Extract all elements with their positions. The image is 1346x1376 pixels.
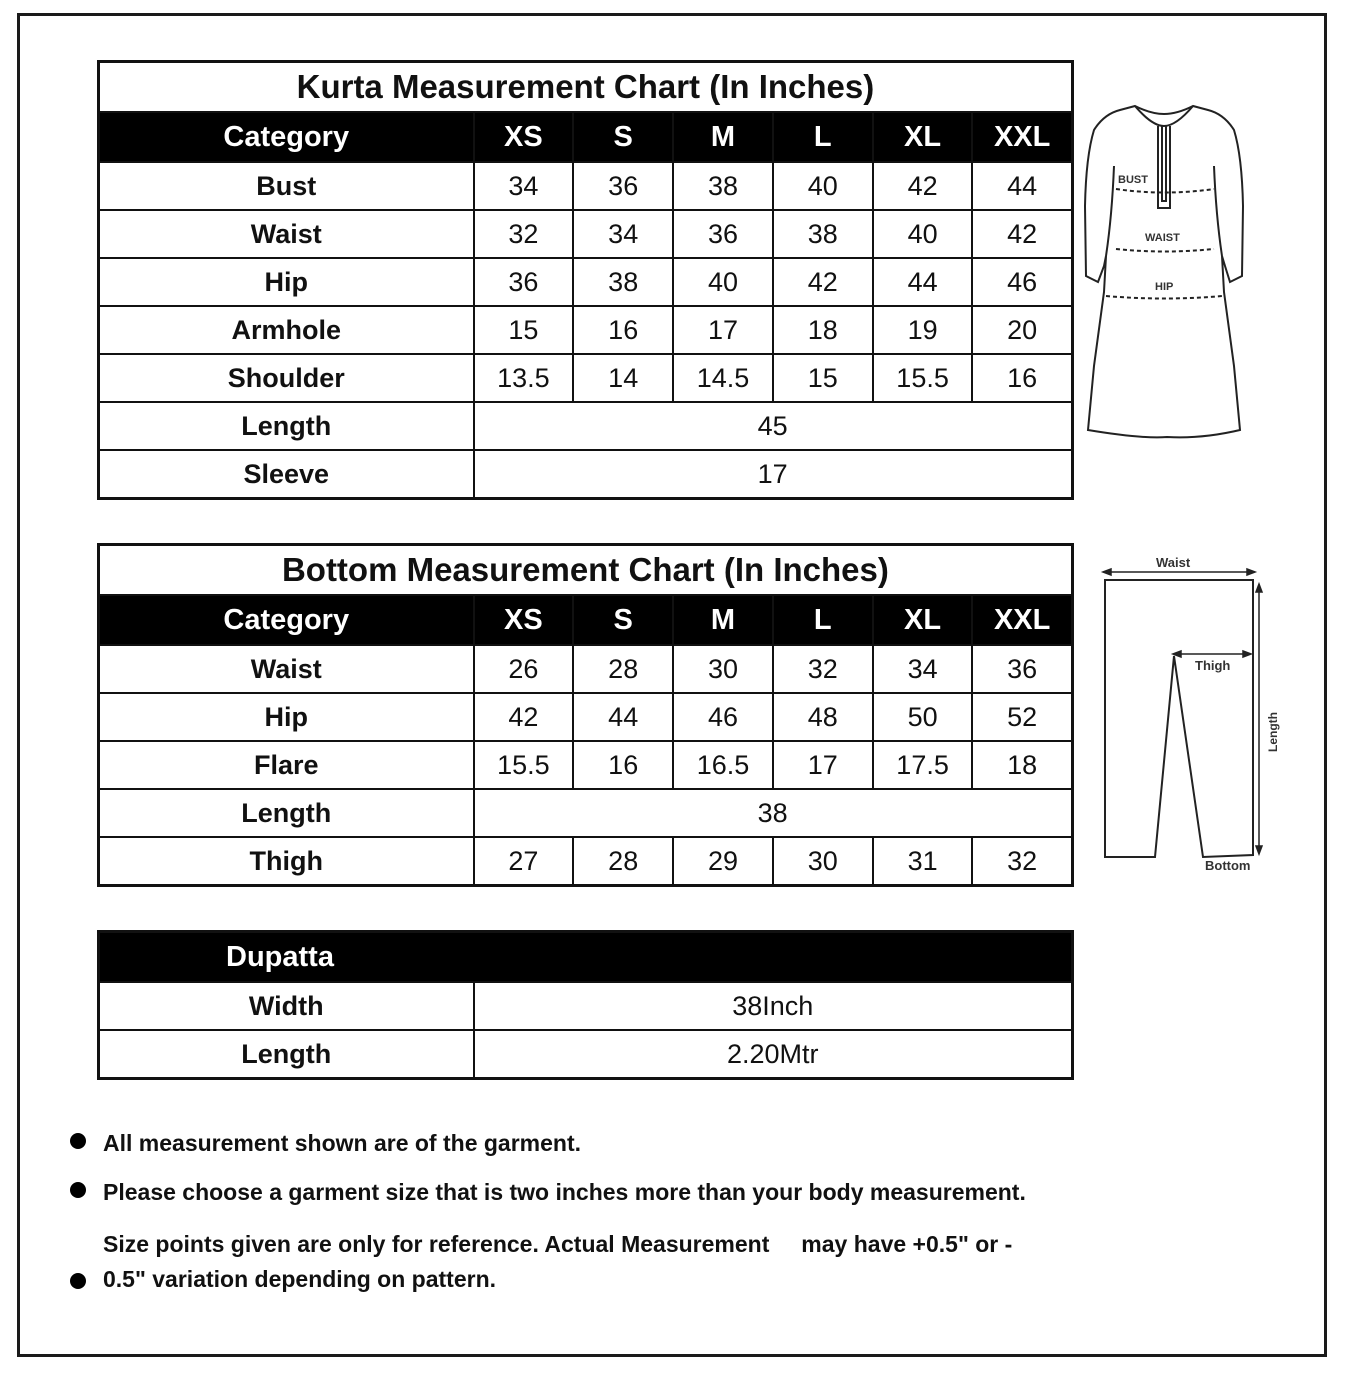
cell: 38 [573,258,673,306]
cell: 36 [673,210,773,258]
cell: 40 [873,210,973,258]
header-l: L [773,595,873,645]
bullet-icon [70,1273,86,1289]
cell: 38 [673,162,773,210]
dupatta-title: Dupatta [99,932,1073,983]
table-row [99,258,1073,306]
cell: 14 [573,354,673,402]
kurta-outline-icon [1082,96,1252,446]
cell: 20 [972,306,1072,354]
cell: 16.5 [673,741,773,789]
cell: 42 [972,210,1072,258]
header-category: Category [99,112,474,162]
table-row [99,982,1073,1030]
cell: 46 [673,693,773,741]
cell: 26 [474,645,574,693]
header-xxl: XXL [972,112,1072,162]
bullet-icon [70,1182,86,1198]
row-label: Sleeve [99,450,474,499]
row-label: Length [99,1030,474,1079]
table-row [99,1030,1073,1079]
cell: 18 [972,741,1072,789]
cell: 34 [474,162,574,210]
cell: 44 [972,162,1072,210]
cell: 27 [474,837,574,886]
table-row [99,741,1073,789]
header-m: M [673,595,773,645]
cell: 17 [773,741,873,789]
bottom-measurement-table [97,543,1074,887]
cell: 16 [573,306,673,354]
cell: 32 [972,837,1072,886]
cell: 2.20Mtr [474,1030,1073,1079]
dupatta-table [97,930,1074,1080]
bust-label: BUST [1118,174,1148,186]
row-label: Shoulder [99,354,474,402]
row-label: Waist [99,645,474,693]
cell: 32 [474,210,574,258]
table-row [99,402,1073,450]
cell: 36 [474,258,574,306]
table-row [99,354,1073,402]
cell: 42 [773,258,873,306]
list-item [70,1130,581,1157]
list-item [70,1227,1063,1297]
table-row [99,837,1073,886]
cell: 42 [474,693,574,741]
header-xl: XL [873,595,973,645]
row-label: Length [99,402,474,450]
cell: 36 [573,162,673,210]
header-category: Category [99,595,474,645]
cell: 44 [873,258,973,306]
cell: 28 [573,645,673,693]
note-text: Please choose a garment size that is two inches more than your body measurement. [103,1179,1026,1205]
cell: 34 [873,645,973,693]
header-s: S [573,112,673,162]
cell: 17.5 [873,741,973,789]
row-label: Thigh [99,837,474,886]
table-row [99,450,1073,499]
row-label: Hip [99,693,474,741]
header-xs: XS [474,595,574,645]
cell: 13.5 [474,354,574,402]
cell: 38 [773,210,873,258]
note-text: Size points given are only for reference. Actual Measurement may have +0.5" or - [103,1231,1013,1257]
cell: 30 [673,645,773,693]
bottom-label: Bottom [1205,858,1251,873]
row-label: Armhole [99,306,474,354]
cell: 19 [873,306,973,354]
cell: 28 [573,837,673,886]
table-row [99,789,1073,837]
header-m: M [673,112,773,162]
header-xl: XL [873,112,973,162]
cell: 17 [673,306,773,354]
hip-label: HIP [1155,281,1174,293]
row-label: Flare [99,741,474,789]
cell-merged: 45 [474,402,1073,450]
table-row [99,210,1073,258]
table-row [99,162,1073,210]
cell: 15.5 [873,354,973,402]
pants-waist-label: Waist [1156,555,1191,570]
cell: 15.5 [474,741,574,789]
waist-label: WAIST [1145,232,1180,244]
cell: 18 [773,306,873,354]
cell: 16 [573,741,673,789]
header-l: L [773,112,873,162]
table-row [99,693,1073,741]
cell: 44 [573,693,673,741]
table-row [99,645,1073,693]
cell: 42 [873,162,973,210]
bottom-table-title: Bottom Measurement Chart (In Inches) [99,545,1073,596]
length-label: Length [1266,712,1280,752]
cell-merged: 17 [474,450,1073,499]
list-item [70,1179,1026,1206]
cell: 30 [773,837,873,886]
note-text-continued: 0.5" variation depending on pattern. [103,1266,497,1292]
table-row [99,306,1073,354]
header-s: S [573,595,673,645]
row-label: Width [99,982,474,1030]
cell: 38Inch [474,982,1073,1030]
row-label: Hip [99,258,474,306]
kurta-measurement-table [97,60,1074,500]
cell: 36 [972,645,1072,693]
cell-merged: 38 [474,789,1073,837]
row-label: Length [99,789,474,837]
kurta-table-title: Kurta Measurement Chart (In Inches) [99,62,1073,113]
note-text: All measurement shown are of the garment. [103,1130,582,1156]
row-label: Waist [99,210,474,258]
cell: 29 [673,837,773,886]
cell: 16 [972,354,1072,402]
thigh-label: Thigh [1195,658,1231,673]
cell: 46 [972,258,1072,306]
bullet-icon [70,1133,86,1149]
cell: 48 [773,693,873,741]
cell: 15 [474,306,574,354]
row-label: Bust [99,162,474,210]
pants-outline-icon [1095,552,1295,882]
cell: 15 [773,354,873,402]
cell: 32 [773,645,873,693]
cell: 31 [873,837,973,886]
cell: 40 [673,258,773,306]
cell: 52 [972,693,1072,741]
cell: 50 [873,693,973,741]
cell: 40 [773,162,873,210]
cell: 34 [573,210,673,258]
cell: 14.5 [673,354,773,402]
header-xxl: XXL [972,595,1072,645]
header-xs: XS [474,112,574,162]
